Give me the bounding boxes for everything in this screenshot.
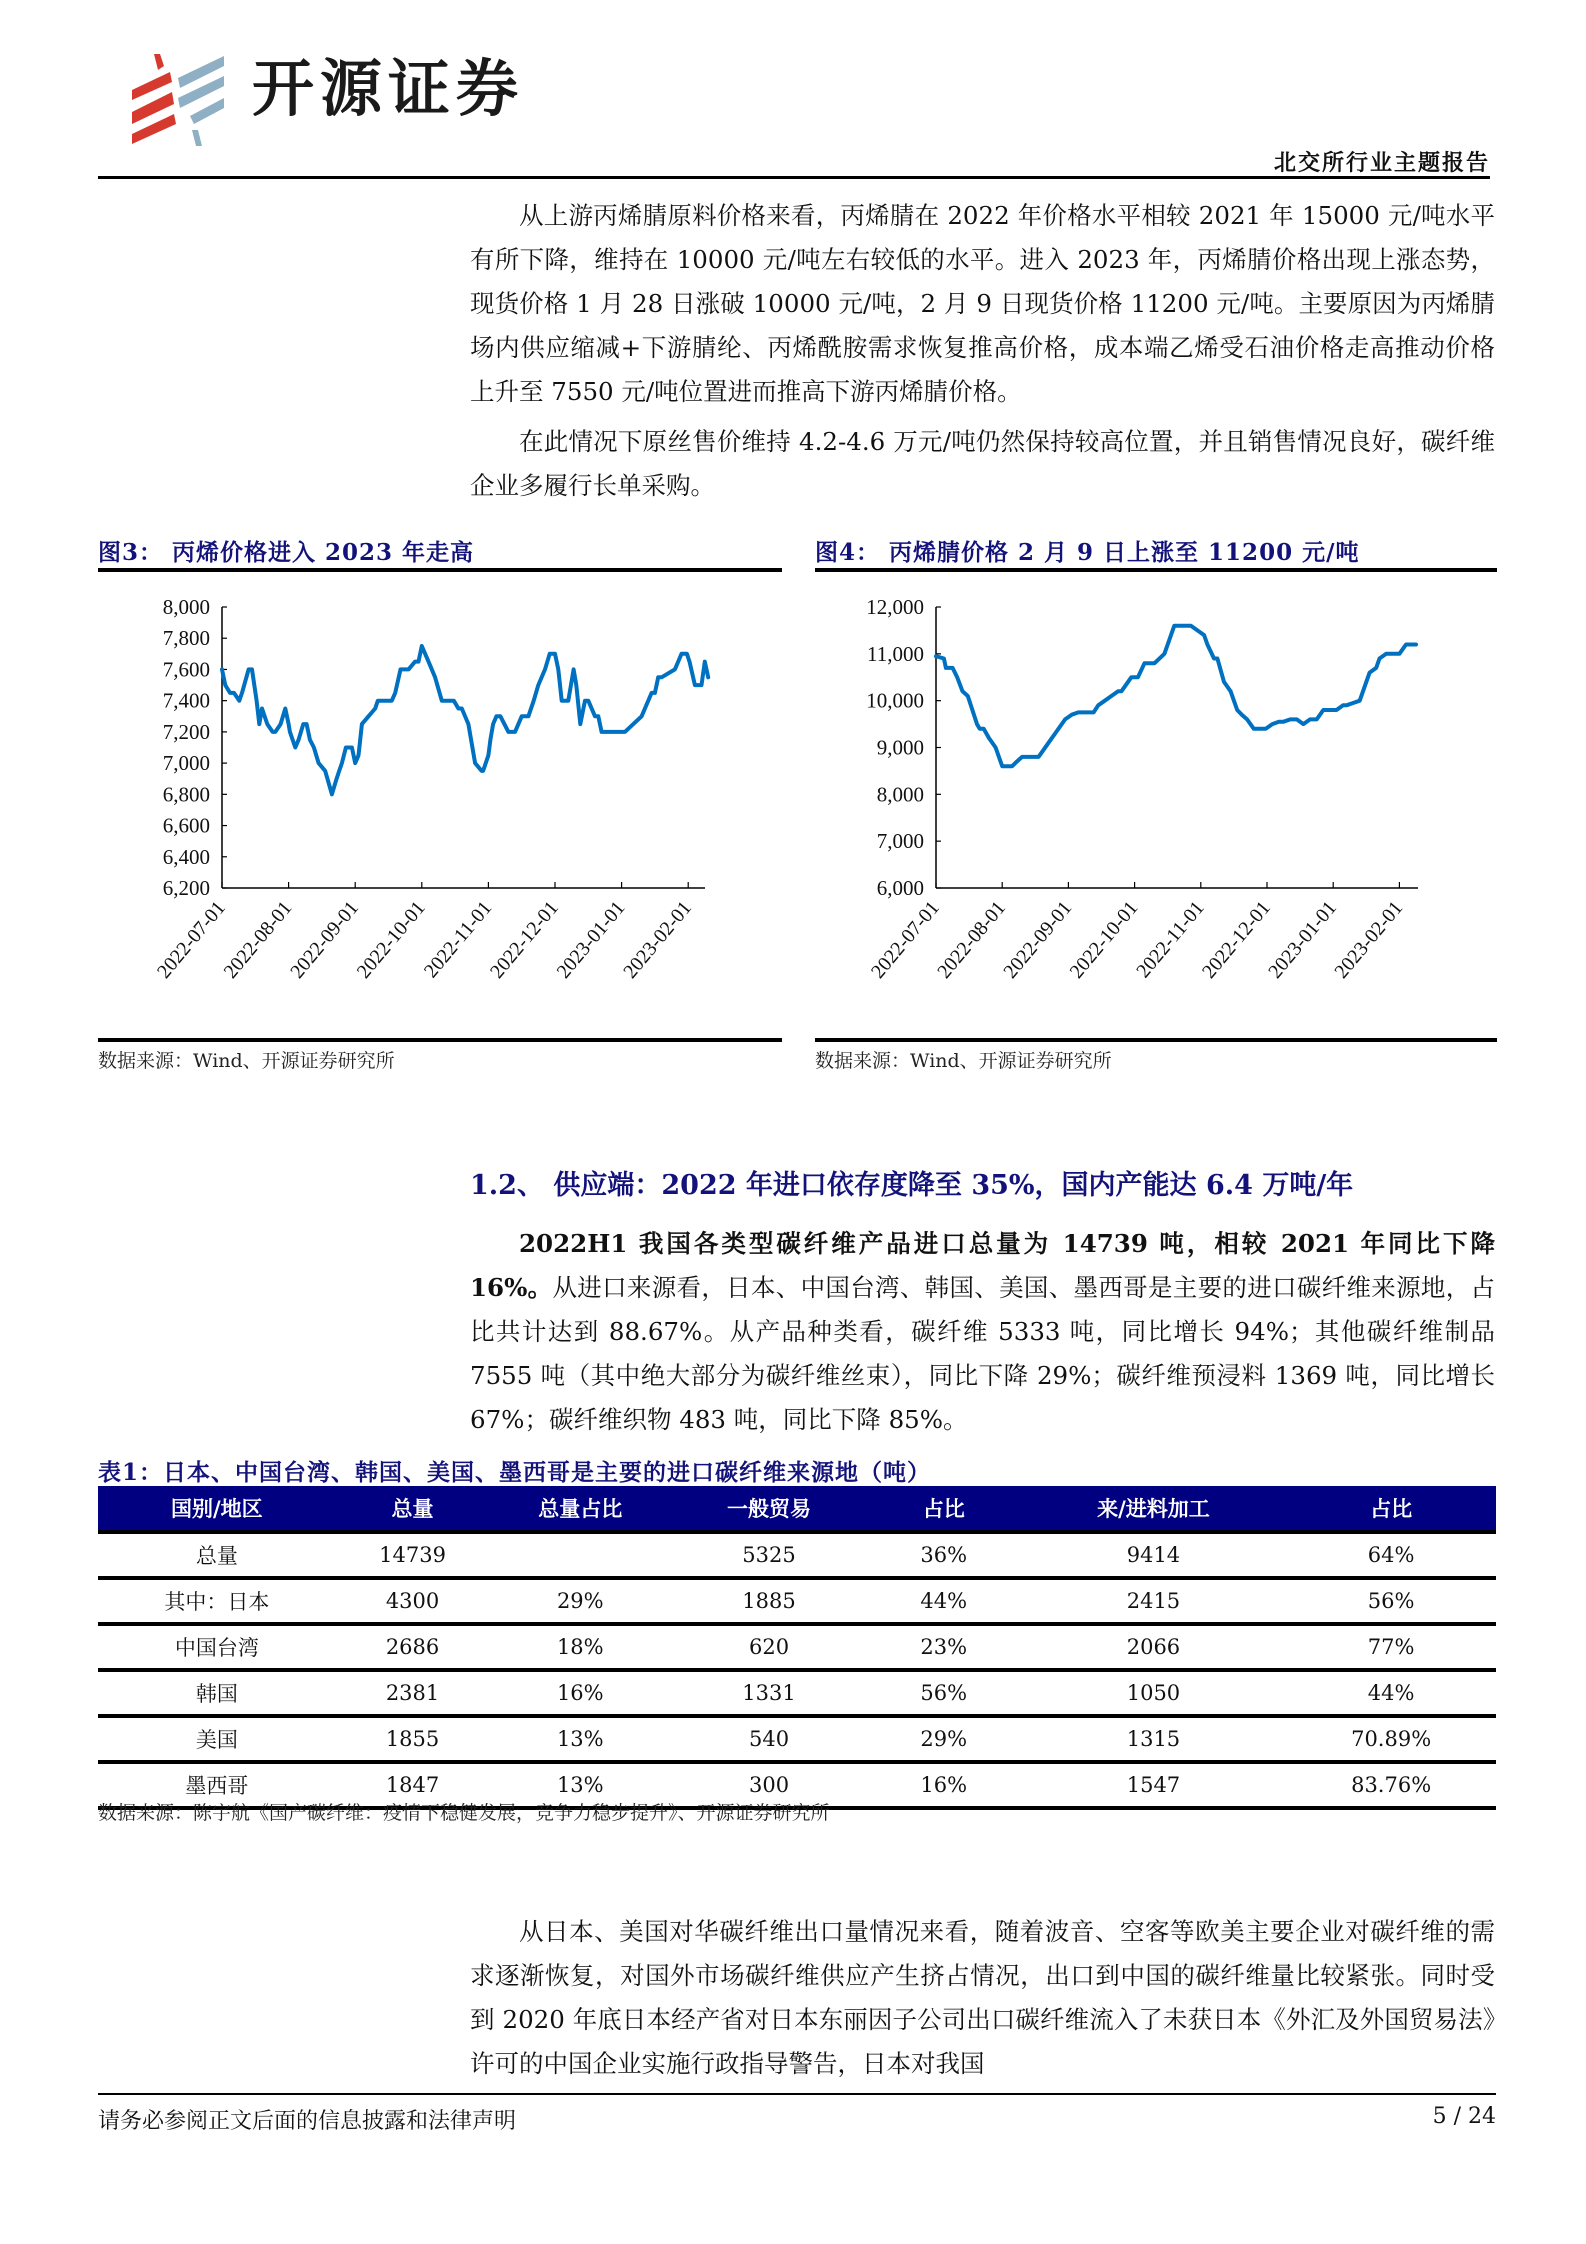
x-tick-label: 2023-02-01	[619, 897, 697, 983]
x-tick-label: 2023-02-01	[1330, 897, 1408, 983]
table-cell: 300	[671, 1762, 867, 1808]
x-tick-label: 2022-09-01	[286, 897, 364, 983]
table-cell: 77%	[1286, 1624, 1496, 1670]
table-cell: 1331	[671, 1670, 867, 1716]
table-cell: 44%	[1286, 1670, 1496, 1716]
y-tick-label: 10,000	[866, 688, 924, 713]
x-tick-label: 2023-01-01	[552, 897, 630, 983]
paragraph-text: 从日本、美国对华碳纤维出口量情况来看，随着波音、空客等欧美主要企业对碳纤维的需求逐渐恢复，对国外市场碳纤维供应产生挤占情况，出口到中国的碳纤维量比较紧张。同时受到 2020 年底日本经产省对日本东丽因子公司出口碳纤维流入了未获日本《外汇及外国贸易法》许可的中国企业实施行政指导警告，日本对我国	[470, 1917, 1495, 2078]
table-1-title: 表1：日本、中国台湾、韩国、美国、墨西哥是主要的进口碳纤维来源地（吨）	[98, 1459, 932, 1486]
paragraph-export-situation	[470, 1910, 1495, 2086]
figure-3-top-rule	[98, 568, 782, 572]
table-cell: 13%	[489, 1762, 671, 1808]
y-tick-label: 7,000	[876, 829, 924, 854]
table-cell: 56%	[867, 1670, 1021, 1716]
section-heading: 1.2、 供应端：2022 年进口依存度降至 35%，国内产能达 6.4 万吨/年	[470, 1170, 1354, 1201]
table-cell: 2066	[1021, 1624, 1287, 1670]
table-cell: 5325	[671, 1532, 867, 1578]
company-logo-icon	[132, 52, 232, 152]
footer-divider	[98, 2093, 1496, 2095]
table-header-row	[98, 1486, 1496, 1532]
table-cell: 2686	[336, 1624, 490, 1670]
x-tick-label: 2022-12-01	[1197, 897, 1275, 983]
x-tick-label: 2022-11-01	[419, 897, 497, 983]
table-cell: 中国台湾	[98, 1624, 336, 1670]
y-tick-label: 8,000	[876, 782, 924, 807]
paragraph-precursor-price	[470, 420, 1495, 508]
column-header: 占比	[867, 1486, 1021, 1532]
table-cell: 18%	[489, 1624, 671, 1670]
figure-3-bottom-rule	[98, 1038, 782, 1042]
column-header: 来/进料加工	[1021, 1486, 1287, 1532]
table-cell: 9414	[1021, 1532, 1287, 1578]
paragraph-bold-lead: 2022H1 我国各类型碳纤维产品进口总量为 14739 吨，相较 2021 年同比下降 16%。	[470, 1229, 1495, 1302]
y-tick-label: 7,400	[162, 688, 210, 713]
column-header: 国别/地区	[98, 1486, 336, 1532]
table-1-source: 数据来源：陈宇航《国产碳纤维：疫情下稳健发展，竞争力稳步提升》、开源证券研究所	[98, 1802, 830, 1824]
table-cell: 1847	[336, 1762, 490, 1808]
propylene-price-chart	[98, 580, 788, 1035]
figure-4-bottom-rule	[815, 1038, 1497, 1042]
column-header: 总量	[336, 1486, 490, 1532]
y-tick-label: 12,000	[866, 595, 924, 619]
table-cell: 总量	[98, 1532, 336, 1578]
column-header: 一般贸易	[671, 1486, 867, 1532]
table-cell: 36%	[867, 1532, 1021, 1578]
table-cell: 4300	[336, 1578, 490, 1624]
y-tick-label: 7,800	[162, 626, 210, 651]
x-tick-label: 2022-11-01	[1132, 897, 1209, 983]
table-cell: 16%	[867, 1762, 1021, 1808]
price-line	[936, 626, 1416, 767]
table-cell: 墨西哥	[98, 1762, 336, 1808]
figure-3-source: 数据来源：Wind、开源证券研究所	[98, 1050, 395, 1072]
table-cell: 83.76%	[1286, 1762, 1496, 1808]
y-tick-label: 7,600	[162, 657, 210, 682]
table-cell: 620	[671, 1624, 867, 1670]
y-tick-label: 6,400	[162, 844, 210, 869]
y-tick-label: 7,000	[162, 751, 210, 776]
x-tick-label: 2022-07-01	[152, 897, 230, 983]
table-cell	[489, 1532, 671, 1578]
y-tick-label: 11,000	[867, 641, 924, 666]
x-tick-label: 2022-07-01	[866, 897, 944, 983]
table-row	[98, 1670, 1496, 1716]
header-divider	[98, 176, 1490, 179]
paragraph-text: 从进口来源看，日本、中国台湾、韩国、美国、墨西哥是主要的进口碳纤维来源地，占比共计达到 88.67%。从产品种类看，碳纤维 5333 吨，同比增长 94%；其他碳纤维制品 7555 吨（其中绝大部分为碳纤维丝束），同比下降 29%；碳纤维预浸料 1369 吨，同比增长 67%；碳纤维织物 483 吨，同比下降 85%。	[470, 1273, 1495, 1434]
table-cell: 1315	[1021, 1716, 1287, 1762]
x-tick-label: 2022-10-01	[1065, 897, 1143, 983]
y-tick-label: 7,200	[162, 719, 210, 744]
price-line	[222, 646, 708, 794]
table-cell: 1885	[671, 1578, 867, 1624]
report-type: 北交所行业主题报告	[1273, 150, 1490, 176]
table-cell: 70.89%	[1286, 1716, 1496, 1762]
paragraph-text: 在此情况下原丝售价维持 4.2-4.6 万元/吨仍然保持较高位置，并且销售情况良好，碳纤维企业多履行长单采购。	[470, 427, 1495, 500]
table-cell: 64%	[1286, 1532, 1496, 1578]
table-cell: 美国	[98, 1716, 336, 1762]
x-tick-label: 2023-01-01	[1264, 897, 1342, 983]
table-cell: 1547	[1021, 1762, 1287, 1808]
column-header: 占比	[1286, 1486, 1496, 1532]
table-cell: 2415	[1021, 1578, 1287, 1624]
table-cell: 其中：日本	[98, 1578, 336, 1624]
x-tick-label: 2022-10-01	[352, 897, 430, 983]
column-header: 总量占比	[489, 1486, 671, 1532]
figure-4-top-rule	[815, 568, 1497, 572]
table-cell: 韩国	[98, 1670, 336, 1716]
figure-3-title: 图3： 丙烯价格进入 2023 年走高	[98, 539, 475, 566]
table-cell: 1050	[1021, 1670, 1287, 1716]
footer-disclaimer: 请务必参阅正文后面的信息披露和法律声明	[98, 2109, 517, 2134]
company-name: 开源证券	[252, 52, 525, 125]
table-row	[98, 1532, 1496, 1578]
table-cell: 56%	[1286, 1578, 1496, 1624]
table-cell: 44%	[867, 1578, 1021, 1624]
table-row	[98, 1578, 1496, 1624]
x-tick-label: 2022-12-01	[485, 897, 563, 983]
table-cell: 1855	[336, 1716, 490, 1762]
table-cell: 23%	[867, 1624, 1021, 1670]
table-row	[98, 1716, 1496, 1762]
page-number: 5 / 24	[1432, 2104, 1496, 2129]
x-tick-label: 2022-08-01	[933, 897, 1011, 983]
import-source-table	[98, 1486, 1496, 1810]
y-tick-label: 9,000	[876, 735, 924, 760]
table-cell: 13%	[489, 1716, 671, 1762]
y-tick-label: 6,600	[162, 813, 210, 838]
table-row	[98, 1624, 1496, 1670]
paragraph-acrylonitrile-price	[470, 194, 1495, 414]
y-tick-label: 6,000	[876, 876, 924, 900]
table-cell: 2381	[336, 1670, 490, 1716]
y-tick-label: 6,800	[162, 782, 210, 807]
table-cell: 16%	[489, 1670, 671, 1716]
acrylonitrile-price-chart	[815, 580, 1505, 1035]
figure-4-source: 数据来源：Wind、开源证券研究所	[815, 1050, 1112, 1072]
table-cell: 540	[671, 1716, 867, 1762]
paragraph-text: 从上游丙烯腈原料价格来看，丙烯腈在 2022 年价格水平相较 2021 年 15000 元/吨水平有所下降，维持在 10000 元/吨左右较低的水平。进入 2023 年，丙烯腈价格出现上涨态势，现货价格 1 月 28 日涨破 10000 元/吨，2 月 9 日现货价格 11200 元/吨。主要原因为丙烯腈场内供应缩减+下游腈纶、丙烯酰胺需求恢复推高价格，成本端乙烯受石油价格走高推动价格上升至 7550 元/吨位置进而推高下游丙烯腈价格。	[470, 201, 1495, 406]
figure-4-title: 图4： 丙烯腈价格 2 月 9 日上涨至 11200 元/吨	[815, 539, 1360, 566]
table-cell: 14739	[336, 1532, 490, 1578]
paragraph-import-volume	[470, 1222, 1495, 1442]
table-cell: 29%	[867, 1716, 1021, 1762]
y-tick-label: 6,200	[162, 876, 210, 900]
x-tick-label: 2022-08-01	[219, 897, 297, 983]
y-tick-label: 8,000	[162, 595, 210, 619]
x-tick-label: 2022-09-01	[999, 897, 1077, 983]
table-cell: 29%	[489, 1578, 671, 1624]
